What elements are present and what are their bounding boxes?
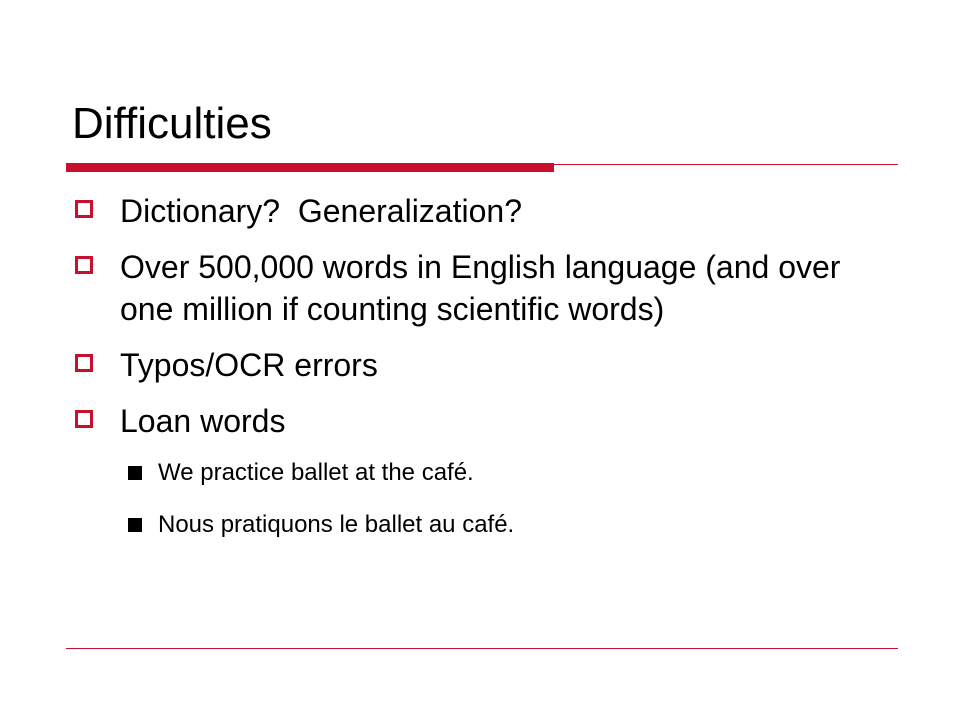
square-bullet-icon <box>75 410 93 428</box>
bullet-item <box>74 400 898 442</box>
title-underline-accent <box>66 163 554 172</box>
bullet-text: Dictionary? Generalization? <box>120 193 522 229</box>
sub-bullet-text: Nous pratiquons le ballet au café. <box>158 511 515 538</box>
bullet-text: Over 500,000 words in English language (and over one million if counting scientific words) <box>120 249 841 327</box>
bullet-item <box>74 190 898 232</box>
slide-title: Difficulties <box>72 99 272 148</box>
square-bullet-icon <box>75 200 93 218</box>
square-bullet-icon <box>75 256 93 274</box>
bullet-list <box>74 190 898 560</box>
sub-bullet-item <box>74 508 898 542</box>
bullet-item <box>74 246 860 330</box>
filled-square-bullet-icon <box>128 466 142 480</box>
bullet-text: Typos/OCR errors <box>120 347 378 383</box>
filled-square-bullet-icon <box>128 518 142 532</box>
bullet-item <box>74 344 898 386</box>
sub-bullet-text: We practice ballet at the café. <box>158 459 474 486</box>
footer-line <box>66 648 898 649</box>
sub-bullet-item <box>74 456 898 490</box>
square-bullet-icon <box>75 354 93 372</box>
bullet-text: Loan words <box>120 403 286 439</box>
title-underline-line <box>554 164 898 165</box>
